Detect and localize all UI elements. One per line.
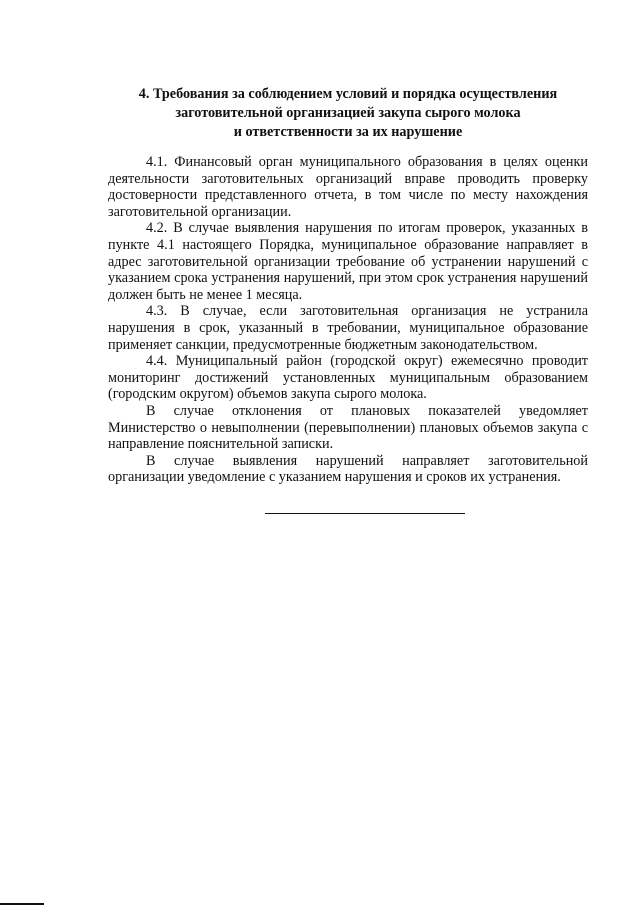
paragraph-4-1: 4.1. Финансовый орган муниципального образования в целях оценки деятельности заготовительных организаций вправе проводить проверку достоверности представленного отчета, в том числе по месту нахождения заготовительной организации.: [108, 154, 588, 220]
paragraph-4-2: 4.2. В случае выявления нарушения по итогам проверок, указанных в пункте 4.1 настоящего Порядка, муниципальное образование направляет в адрес заготовительной организации требование об устранении нарушений с указанием срока устранения нарушений, при этом срок устранения нарушений должен быть не менее 1 месяца.: [108, 220, 588, 303]
paragraph-deviation-notice: В случае отклонения от плановых показателей уведомляет Министерство о невыполнении (перевыполнении) плановых объемов закупа с направление пояснительной записки.: [108, 402, 588, 453]
heading-line-1: 4. Требования за соблюдением условий и порядка осуществления: [138, 86, 558, 102]
section-body: [108, 154, 588, 486]
section-heading: [108, 85, 588, 142]
paragraph-4-3: 4.3. В случае, если заготовительная организация не устранила нарушения в срок, указанный в требовании, муниципальное образование применяет санкции, предусмотренные бюджетным законодательством.: [108, 303, 588, 353]
paragraph-4-4: 4.4. Муниципальный район (городской округ) ежемесячно проводит мониторинг достижений установленных муниципальным образованием (городским округом) объемов закупа сырого молока.: [108, 353, 588, 403]
heading-line-3: и ответственности за их нарушение: [233, 124, 463, 140]
paragraph-violation-notice: В случае выявления нарушений направляет заготовительной организации уведомление с указанием нарушения и сроков их устранения.: [108, 452, 588, 486]
heading-line-2: заготовительной организацией закупа сырого молока: [175, 105, 521, 121]
end-divider-line: [265, 513, 465, 514]
